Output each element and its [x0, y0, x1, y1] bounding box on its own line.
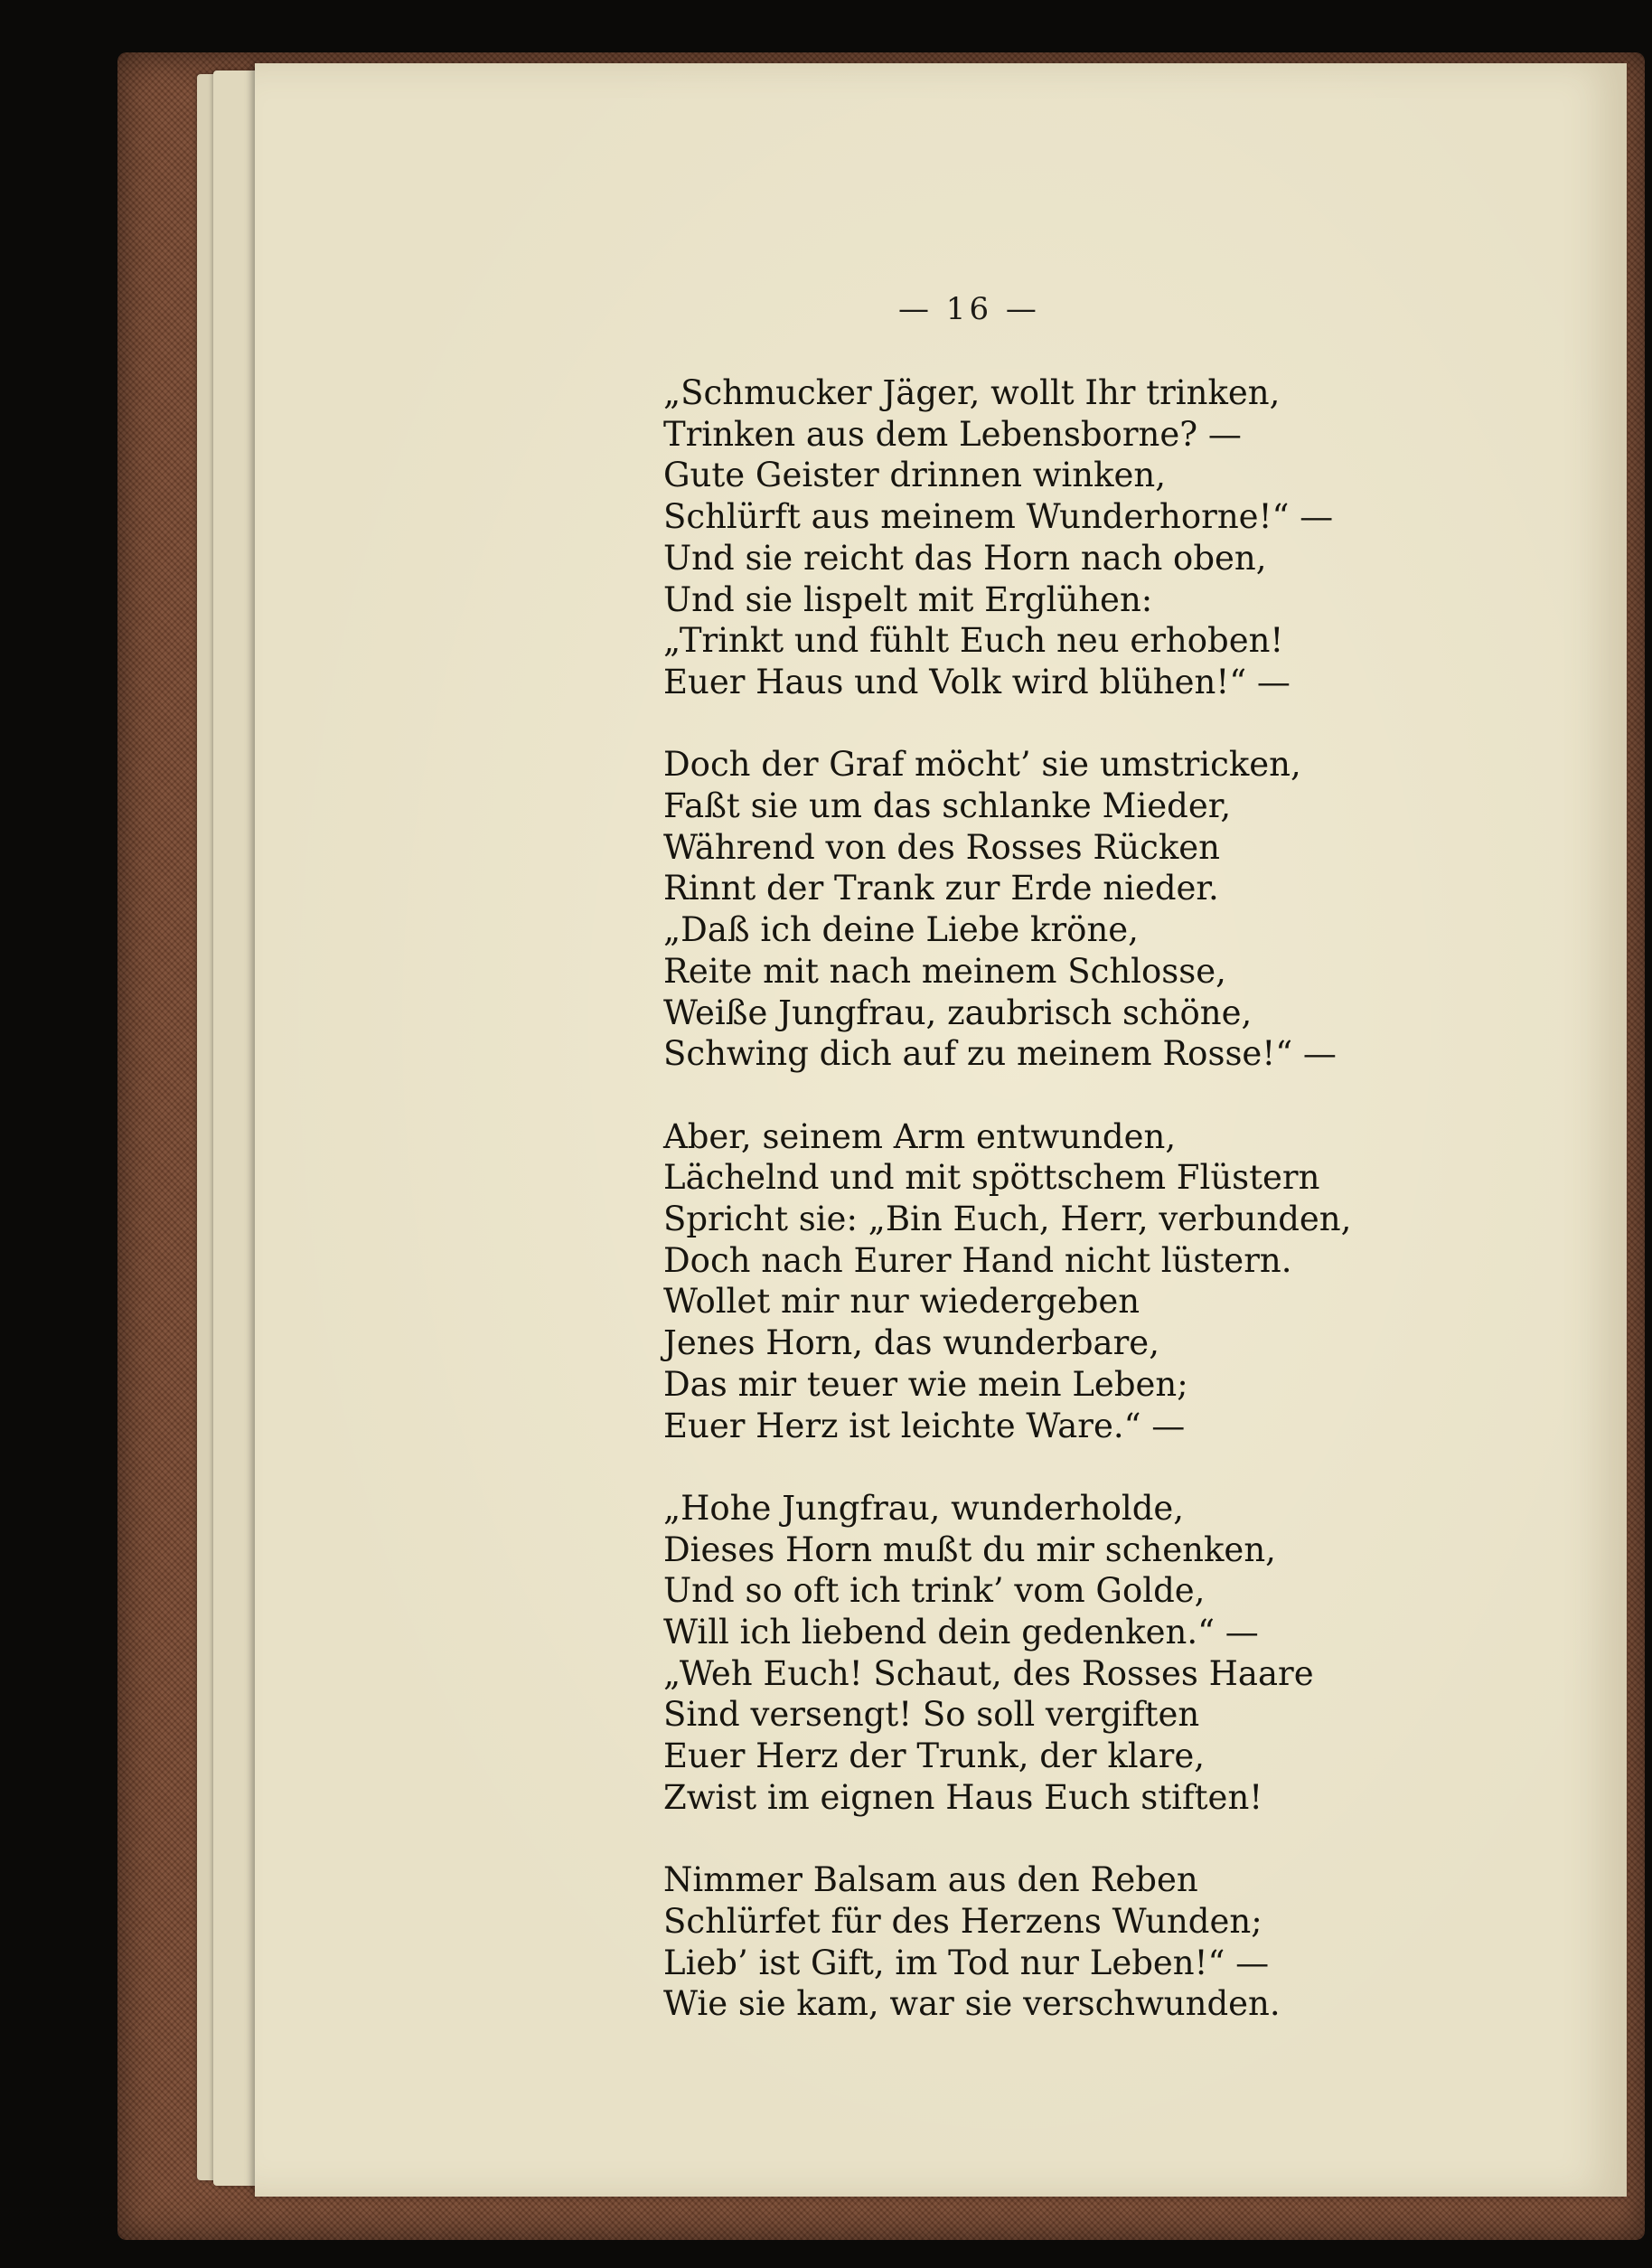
- verse-line: Will ich liebend dein gedenken.“ —: [663, 1613, 1259, 1652]
- stanza: [663, 1116, 1567, 1447]
- verse-line: „Weh Euch! Schaut, des Rosses Haare: [663, 1653, 1314, 1693]
- verse-line: Aber, seinem Arm entwunden,: [663, 1116, 1177, 1156]
- verse-line: „Trinkt und fühlt Euch neu erhoben!: [663, 621, 1284, 661]
- verse-line: „Schmucker Jäger, wollt Ihr trinken,: [663, 373, 1281, 412]
- verse-line: Spricht sie: „Bin Euch, Herr, verbunden,: [663, 1200, 1352, 1239]
- verse-line: Lächelnd und mit spöttschem Flüstern: [663, 1158, 1320, 1198]
- verse-line: „Hohe Jungfrau, wunderholde,: [663, 1488, 1185, 1528]
- verse-line: Und sie lispelt mit Erglühen:: [663, 579, 1153, 619]
- page-number: — 16 —: [898, 291, 1040, 327]
- verse-line: Faßt sie um das schlanke Mieder,: [663, 786, 1232, 826]
- verse-line: Schlürft aus meinem Wunderhorne!“ —: [663, 497, 1334, 537]
- verse-line: Jenes Horn, das wunderbare,: [663, 1323, 1159, 1363]
- verse-line: Doch nach Eurer Hand nicht lüstern.: [663, 1240, 1292, 1280]
- verse-line: Euer Herz der Trunk, der klare,: [663, 1736, 1205, 1776]
- stanza: [663, 744, 1567, 1075]
- verse-line: Wie sie kam, war sie verschwunden.: [663, 1984, 1281, 2024]
- verse-line: Während von des Rosses Rücken: [663, 827, 1220, 867]
- verse-line: Weiße Jungfrau, zaubrisch schöne,: [663, 993, 1253, 1032]
- verse-line: Und so oft ich trink’ vom Golde,: [663, 1571, 1206, 1611]
- verse-line: Wollet mir nur wiedergeben: [663, 1282, 1140, 1322]
- verse-line: Schlürfet für des Herzens Wunden;: [663, 1901, 1262, 1941]
- verse-line: Zwist im eignen Haus Euch stiften!: [663, 1777, 1263, 1817]
- verse-line: „Daß ich deine Liebe kröne,: [663, 910, 1139, 950]
- stanza: [663, 1488, 1567, 1819]
- verse-line: Gute Geister drinnen winken,: [663, 456, 1166, 495]
- verse-line: Dieses Horn mußt du mir schenken,: [663, 1529, 1276, 1569]
- verse-line: Nimmer Balsam aus den Reben: [663, 1860, 1198, 1900]
- book-page: [255, 63, 1627, 2197]
- verse-line: Schwing dich auf zu meinem Rosse!“ —: [663, 1034, 1337, 1074]
- verse-line: Rinnt der Trank zur Erde nieder.: [663, 869, 1219, 908]
- verse-line: Und sie reicht das Horn nach oben,: [663, 538, 1267, 578]
- stanza: [663, 1859, 1567, 2025]
- verse-line: Trinken aus dem Lebensborne? —: [663, 414, 1242, 454]
- verse-line: Das mir teuer wie mein Leben;: [663, 1364, 1188, 1404]
- verse-line: Sind versengt! So soll vergiften: [663, 1695, 1200, 1735]
- verse-line: Doch der Graf möcht’ sie umstricken,: [663, 745, 1301, 785]
- verse-line: Euer Herz ist leichte Ware.“ —: [663, 1406, 1186, 1445]
- verse-line: Euer Haus und Volk wird blühen!“ —: [663, 662, 1291, 701]
- verse-line: Reite mit nach meinem Schlosse,: [663, 951, 1226, 991]
- verse-line: Lieb’ ist Gift, im Tod nur Leben!“ —: [663, 1943, 1270, 1982]
- stanza: [663, 372, 1567, 703]
- poem-text: [663, 372, 1567, 2066]
